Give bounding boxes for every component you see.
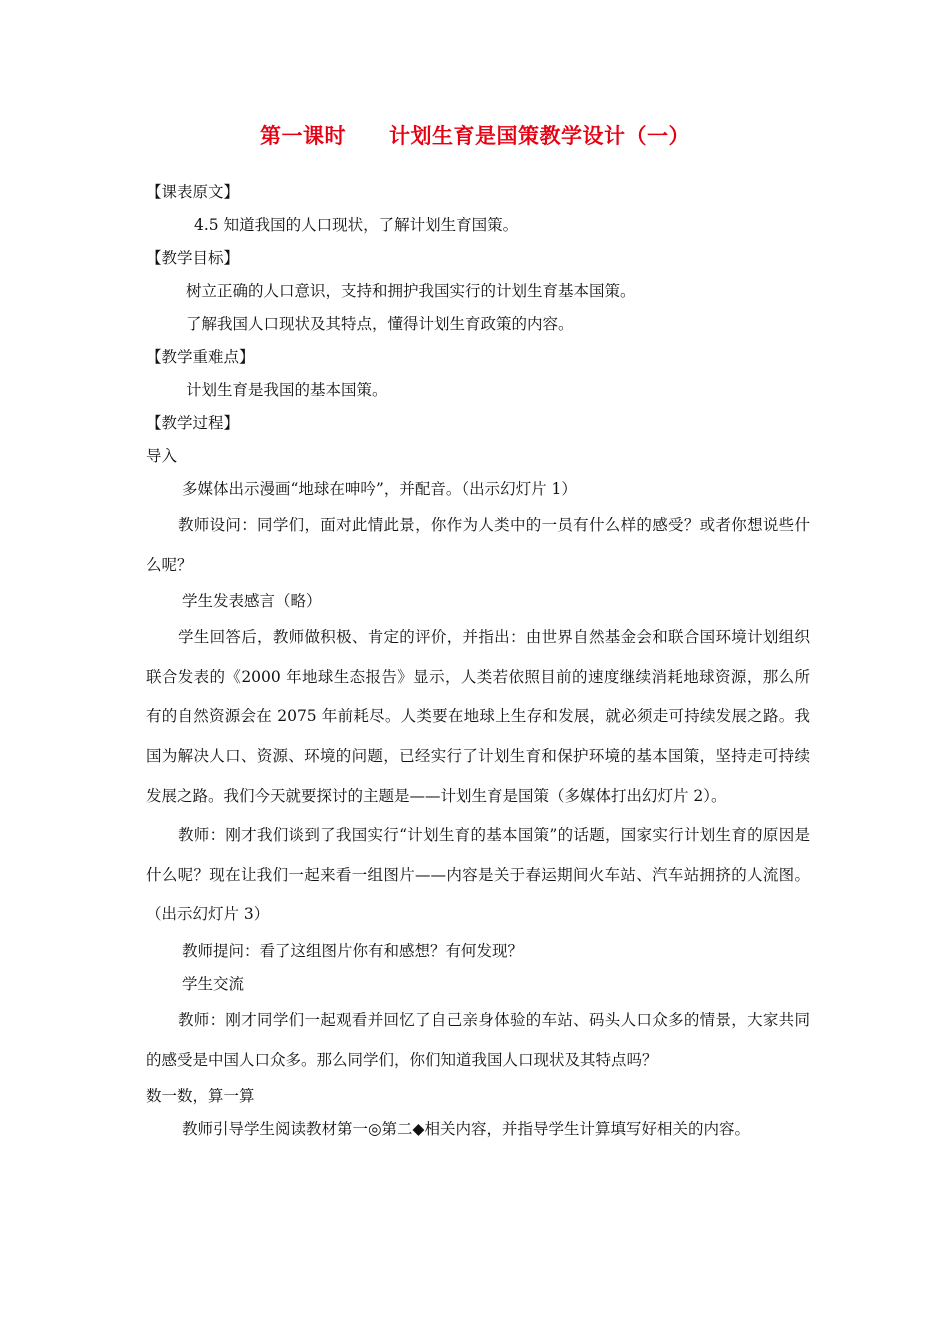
goal-item-2: 了解我国人口现状及其特点，懂得计划生育政策的内容。 — [186, 315, 574, 333]
paragraph-6: 教师提问：看了这组图片你有和感想？有何发现？ — [182, 941, 524, 960]
goal-item-1: 树立正确的人口意识，支持和拥护我国实行的计划生育基本国策。 — [186, 282, 636, 300]
document-title: 第一课时 计划生育是国策教学设计（一） — [260, 124, 690, 148]
paragraph-1: 多媒体出示漫画“地球在呻吟”，并配音。（出示幻灯片 1） — [182, 480, 577, 498]
section-heading-curriculum: 【课表原文】 — [146, 183, 240, 201]
paragraph-7: 学生交流 — [182, 974, 245, 993]
document-body — [146, 176, 810, 1146]
paragraph-5: 教师：刚才我们谈到了我国实行“计划生育的基本国策”的话题，国家实行计划生育的原因是什么呢？现在让我们一起来看一组图片——内容是关于春运期间火车站、汽车站拥挤的人流图。（出示幻灯片 3） — [146, 826, 810, 924]
key-point-text: 计划生育是我国的基本国策。 — [186, 381, 388, 399]
curriculum-text: 4.5 知道我国的人口现状，了解计划生育国策。 — [194, 216, 519, 234]
section-heading-goals: 【教学目标】 — [146, 249, 240, 267]
intro-label: 导入 — [146, 447, 178, 465]
paragraph-8: 教师：刚才同学们一起观看并回忆了自己亲身体验的车站、码头人口众多的情景，大家共同的感受是中国人口众多。那么同学们，你们知道我国人口现状及其特点吗？ — [146, 1010, 810, 1069]
paragraph-2: 教师设问：同学们，面对此情此景，你作为人类中的一员有什么样的感受？或者你想说些什么呢？ — [146, 516, 810, 574]
count-label: 数一数，算一算 — [146, 1087, 255, 1106]
section-heading-key-points: 【教学重难点】 — [146, 348, 255, 366]
paragraph-4: 学生回答后，教师做积极、肯定的评价，并指出：由世界自然基金会和联合国环境计划组织联合发表的《2000 年地球生态报告》显示，人类若依照目前的速度继续消耗地球资源，那么所有的自然资源会在 2075 年前耗尽。人类要在地球上生存和发展，就必须走可持续发展之路。我国为解决人口、资源、环境的问题，已经实行了计划生育和保护环境的基本国策，坚持走可持续发展之路。我们今天就要探讨的主题是——计划生育是国策（多媒体打出幻灯片 2）。 — [146, 628, 810, 805]
paragraph-9: 教师引导学生阅读教材第一◎第二◆相关内容，并指导学生计算填写好相关的内容。 — [182, 1120, 750, 1139]
paragraph-3: 学生发表感言（略） — [182, 592, 322, 611]
section-heading-process: 【教学过程】 — [146, 414, 240, 432]
